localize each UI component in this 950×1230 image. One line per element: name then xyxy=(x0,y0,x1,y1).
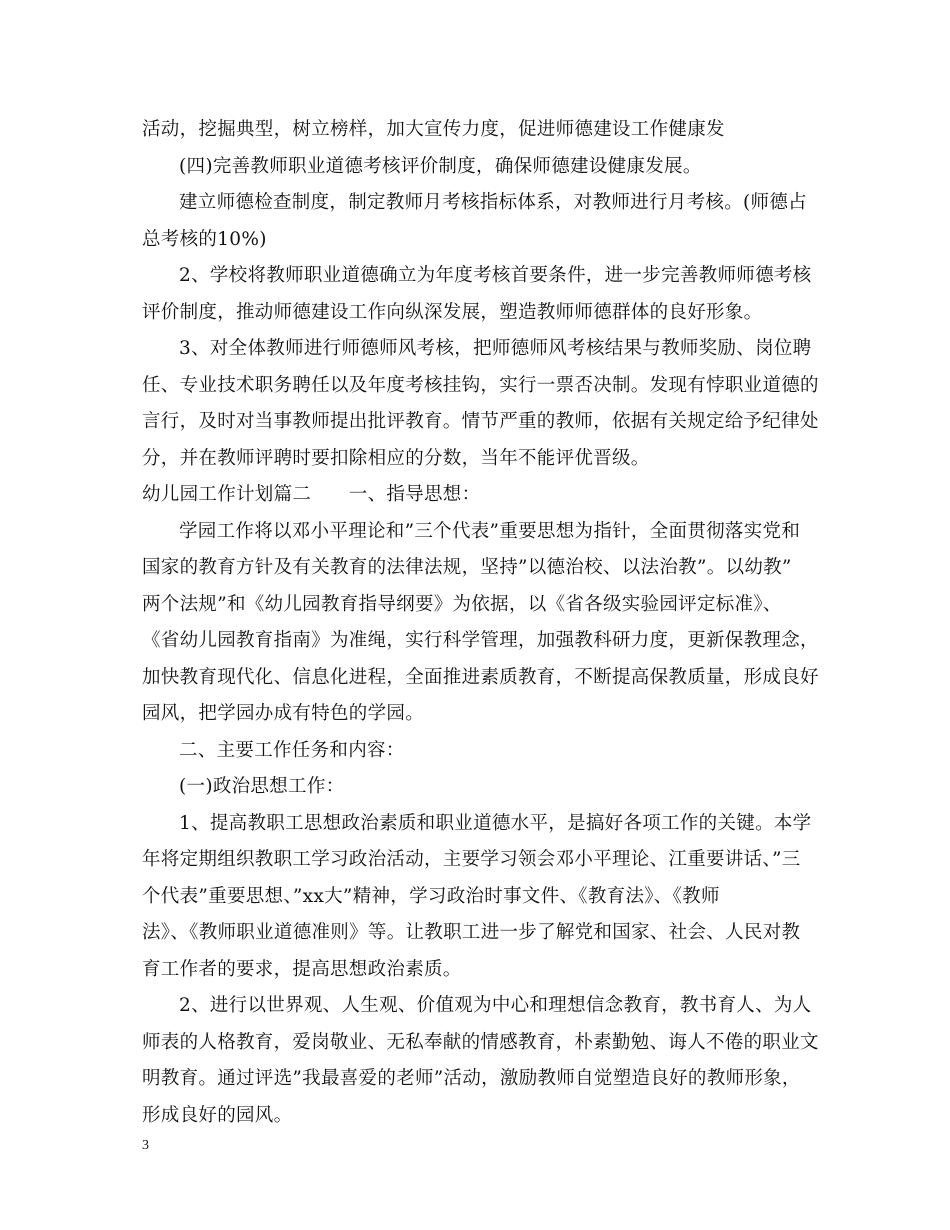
text-line: (四)完善教师职业道德考核评价制度，确保师德建设健康发展。 xyxy=(179,155,702,177)
text-line: 加快教育现代化、信息化进程，全面推进素质教育，不断提高保教质量，形成良好 xyxy=(142,666,819,688)
text-line: 二、主要工作任务和内容： xyxy=(179,739,405,761)
text-line: 活动，挖掘典型，树立榜样，加大宣传力度，促进师德建设工作健康发 xyxy=(142,119,725,140)
document-body xyxy=(142,112,819,1134)
text-line: 1、提高教职工思想政治素质和职业道德水平，是搞好各项工作的关键。本学 xyxy=(179,812,812,834)
text-line: 年将定期组织教职工学习政治活动，主要学习领会邓小平理论、江重要讲话、”三 xyxy=(142,849,801,870)
text-line: 两个法规”和《幼儿园教育指导纲要》为依据，以《省各级实验园评定标准》、 xyxy=(142,593,782,615)
text-line: 2、学校将教师职业道德确立为年度考核首要条件，进一步完善教师师德考核 xyxy=(179,265,812,286)
text-line: 个代表”重要思想、”xx大”精神，学习政治时事文件、《教育法》、《教师 xyxy=(142,885,720,907)
text-line: 学园工作将以邓小平理论和”三个代表”重要思想为指针，全面贯彻落实党和 xyxy=(179,520,801,542)
text-line: 幼儿园工作计划篇二 一、指导思想： xyxy=(142,484,481,505)
text-line: 国家的教育方针及有关教育的法律法规，坚持”以德治校、以法治教”。以幼教” xyxy=(142,557,792,578)
text-line: 形成良好的园风。 xyxy=(142,1104,293,1126)
text-line: 明教育。通过评选”我最喜爱的老师”活动，激励教师自觉塑造良好的教师形象， xyxy=(142,1068,801,1089)
text-line: 言行，及时对当事教师提出批评教育。情节严重的教师，依据有关规定给予纪律处 xyxy=(142,411,819,432)
text-line: 总考核的10%) xyxy=(142,228,267,250)
text-line: 2、进行以世界观、人生观、价值观为中心和理想信念教育，教书育人、为人 xyxy=(179,995,812,1016)
text-line: 师表的人格教育，爱岗敬业、无私奉献的情感教育，朴素勤勉、诲人不倦的职业文 xyxy=(142,1031,819,1053)
text-line: 《省幼儿园教育指南》为准绳，实行科学管理，加强教科研力度，更新保教理念， xyxy=(142,630,819,651)
text-line: 法》、《教师职业道德准则》等。让教职工进一步了解党和国家、社会、人民对教 xyxy=(142,922,801,943)
text-line: (一)政治思想工作： xyxy=(179,776,345,797)
text-line: 园风，把学园办成有特色的学园。 xyxy=(142,703,425,724)
text-line: 3、对全体教师进行师德师风考核，把师德师风考核结果与教师奖励、岗位聘 xyxy=(179,338,812,359)
text-line: 育工作者的要求，提高思想政治素质。 xyxy=(142,958,462,980)
page-number: 3 xyxy=(142,1138,149,1153)
text-line: 建立师德检查制度，制定教师月考核指标体系，对教师进行月考核。(师德占 xyxy=(179,192,807,213)
text-line: 任、专业技术职务聘任以及年度考核挂钩，实行一票否决制。发现有悖职业道德的 xyxy=(142,374,819,396)
text-line: 分，并在教师评聘时要扣除相应的分数，当年不能评优晋级。 xyxy=(142,447,650,469)
text-line: 评价制度，推动师德建设工作向纵深发展，塑造教师师德群体的良好形象。 xyxy=(142,301,763,323)
